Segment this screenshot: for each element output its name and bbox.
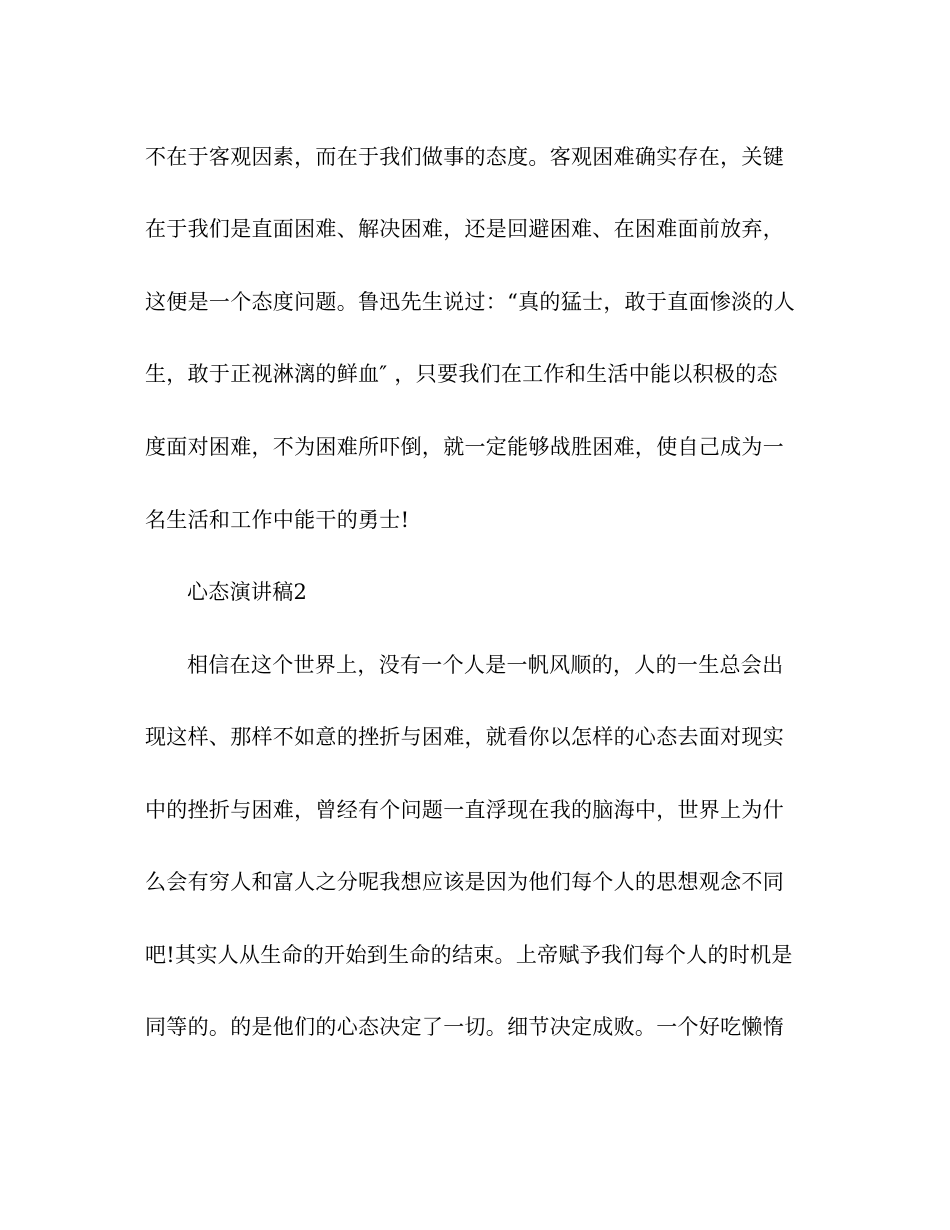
paragraph-2-line-3: 中的挫折与困难，曾经有个问题一直浮现在我的脑海中，世界上为什: [145, 798, 784, 822]
paragraph-2-line-1: 相信在这个世界上，没有一个人是一帆风顺的，人的一生总会出: [187, 653, 784, 677]
paragraph-2-line-5: 吧!其实人从生命的开始到生命的结束。上帝赋予我们每个人的时机是: [145, 943, 793, 967]
paragraph-2-line-4: 么会有穷人和富人之分呢我想应该是因为他们每个人的思想观念不同: [145, 870, 784, 894]
paragraph-1-line-6: 名生活和工作中能干的勇士!: [145, 508, 410, 532]
paragraph-2-line-2: 现这样、那样不如意的挫折与困难，就看你以怎样的心态去面对现实: [145, 725, 784, 749]
paragraph-2-line-6: 同等的。的是他们的心态决定了一切。细节决定成败。一个好吃懒惰: [145, 1015, 784, 1039]
paragraph-1-line-5: 度面对困难，不为困难所吓倒，就一定能够战胜困难，使自己成为一: [145, 435, 784, 459]
paragraph-1-line-2: 在于我们是直面困难、解决困难，还是回避困难、在困难面前放弃，: [145, 217, 784, 241]
paragraph-1-line-3: 这便是一个态度问题。鲁迅先生说过：“真的猛士，敢于直面惨淡的人: [145, 290, 796, 314]
paragraph-1-line-4: 生，敢于正视淋漓的鲜血″ ，只要我们在工作和生活中能以积极的态: [145, 362, 778, 386]
paragraph-1-line-1: 不在于客观因素，而在于我们做事的态度。客观困难确实存在，关键: [145, 145, 784, 169]
section-title: 心态演讲稿2: [187, 580, 308, 604]
